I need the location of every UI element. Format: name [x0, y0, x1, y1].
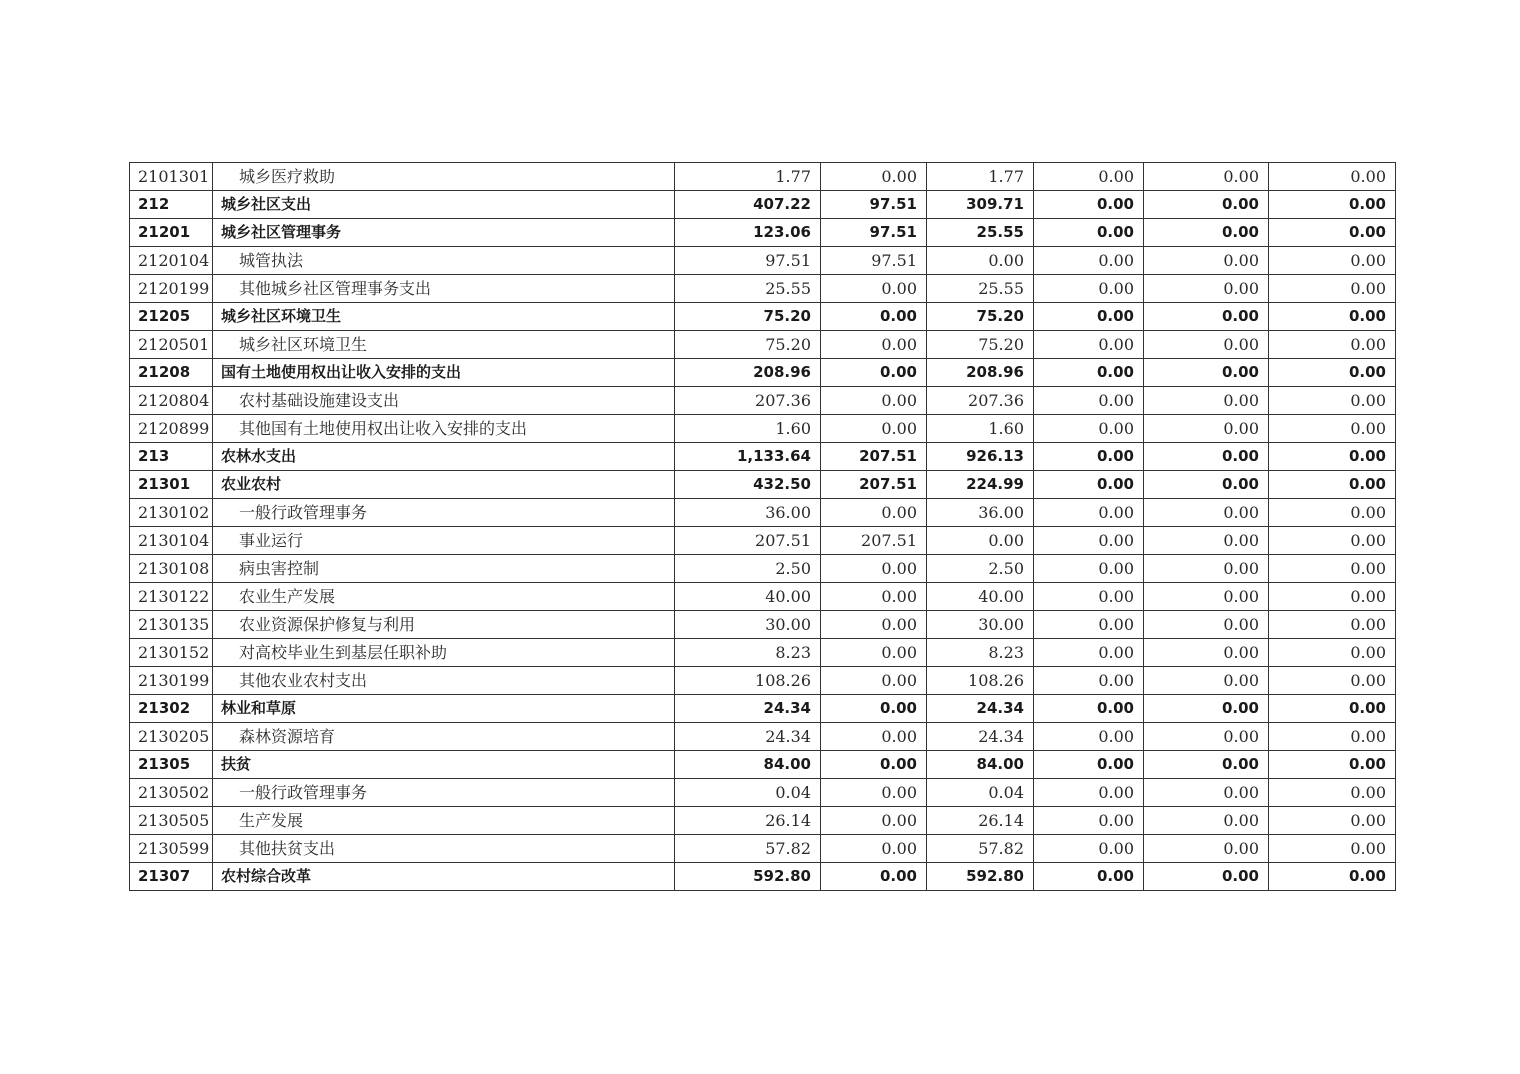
table-row [130, 359, 1396, 387]
amount-cell: 0.00 [927, 527, 1034, 555]
amount-cell: 30.00 [675, 611, 821, 639]
amount-cell: 0.00 [1034, 555, 1144, 583]
amount-cell: 26.14 [927, 807, 1034, 835]
amount-cell: 0.00 [927, 247, 1034, 275]
amount-cell: 0.00 [1034, 751, 1144, 779]
amount-cell: 0.00 [821, 415, 927, 443]
amount-cell: 0.00 [1034, 303, 1144, 331]
amount-cell: 0.04 [927, 779, 1034, 807]
amount-cell: 0.00 [1269, 639, 1396, 667]
amount-cell: 24.34 [675, 695, 821, 723]
amount-cell: 0.00 [821, 499, 927, 527]
amount-cell: 0.00 [1034, 163, 1144, 191]
amount-cell: 0.00 [1034, 499, 1144, 527]
amount-cell: 0.00 [1269, 415, 1396, 443]
amount-cell: 207.51 [821, 443, 927, 471]
amount-cell: 0.00 [821, 303, 927, 331]
amount-cell: 309.71 [927, 191, 1034, 219]
amount-cell: 0.00 [1034, 275, 1144, 303]
amount-cell: 0.00 [1269, 471, 1396, 499]
subject-code-cell: 2130599 [130, 835, 213, 863]
table-row [130, 219, 1396, 247]
amount-cell: 0.00 [1034, 835, 1144, 863]
amount-cell: 0.00 [1144, 219, 1269, 247]
amount-cell: 0.00 [1269, 247, 1396, 275]
amount-cell: 0.00 [1034, 443, 1144, 471]
subject-code-cell: 2130505 [130, 807, 213, 835]
table-row [130, 779, 1396, 807]
amount-cell: 30.00 [927, 611, 1034, 639]
subject-code-cell: 213 [130, 443, 213, 471]
subject-code-cell: 2130135 [130, 611, 213, 639]
amount-cell: 2.50 [675, 555, 821, 583]
subject-name-cell: 国有土地使用权出让收入安排的支出 [213, 359, 675, 387]
amount-cell: 0.00 [1034, 471, 1144, 499]
amount-cell: 75.20 [927, 303, 1034, 331]
amount-cell: 25.55 [927, 219, 1034, 247]
amount-cell: 0.00 [1269, 499, 1396, 527]
amount-cell: 0.04 [675, 779, 821, 807]
table-row [130, 639, 1396, 667]
table-row [130, 331, 1396, 359]
amount-cell: 0.00 [1269, 163, 1396, 191]
amount-cell: 208.96 [927, 359, 1034, 387]
amount-cell: 0.00 [1269, 751, 1396, 779]
amount-cell: 0.00 [1144, 471, 1269, 499]
amount-cell: 0.00 [1034, 387, 1144, 415]
amount-cell: 1.60 [675, 415, 821, 443]
amount-cell: 0.00 [1269, 583, 1396, 611]
amount-cell: 57.82 [675, 835, 821, 863]
amount-cell: 0.00 [821, 611, 927, 639]
amount-cell: 0.00 [821, 723, 927, 751]
subject-code-cell: 2120199 [130, 275, 213, 303]
subject-code-cell: 21302 [130, 695, 213, 723]
amount-cell: 8.23 [927, 639, 1034, 667]
amount-cell: 40.00 [675, 583, 821, 611]
subject-code-cell: 212 [130, 191, 213, 219]
subject-code-cell: 2120899 [130, 415, 213, 443]
subject-name-cell: 农村综合改革 [213, 863, 675, 891]
amount-cell: 0.00 [1144, 387, 1269, 415]
table-row [130, 835, 1396, 863]
amount-cell: 0.00 [1144, 191, 1269, 219]
budget-expenditure-table [129, 162, 1396, 891]
subject-name-cell: 扶贫 [213, 751, 675, 779]
subject-name-cell: 城乡社区支出 [213, 191, 675, 219]
amount-cell: 0.00 [821, 163, 927, 191]
subject-name-cell: 其他农业农村支出 [213, 667, 675, 695]
amount-cell: 25.55 [675, 275, 821, 303]
amount-cell: 0.00 [821, 751, 927, 779]
amount-cell: 0.00 [1144, 583, 1269, 611]
amount-cell: 0.00 [821, 807, 927, 835]
amount-cell: 2.50 [927, 555, 1034, 583]
amount-cell: 0.00 [1269, 695, 1396, 723]
amount-cell: 0.00 [1269, 219, 1396, 247]
subject-name-cell: 农林水支出 [213, 443, 675, 471]
table-row [130, 807, 1396, 835]
amount-cell: 592.80 [675, 863, 821, 891]
amount-cell: 0.00 [1034, 667, 1144, 695]
amount-cell: 0.00 [1144, 499, 1269, 527]
subject-code-cell: 21208 [130, 359, 213, 387]
subject-code-cell: 2120104 [130, 247, 213, 275]
amount-cell: 0.00 [821, 387, 927, 415]
table-row [130, 723, 1396, 751]
amount-cell: 0.00 [1144, 331, 1269, 359]
table-row [130, 527, 1396, 555]
amount-cell: 0.00 [1034, 191, 1144, 219]
amount-cell: 0.00 [1269, 387, 1396, 415]
table-row [130, 443, 1396, 471]
amount-cell: 0.00 [1269, 807, 1396, 835]
amount-cell: 0.00 [821, 331, 927, 359]
amount-cell: 207.51 [675, 527, 821, 555]
amount-cell: 0.00 [1144, 359, 1269, 387]
subject-name-cell: 林业和草原 [213, 695, 675, 723]
subject-name-cell: 事业运行 [213, 527, 675, 555]
amount-cell: 0.00 [1034, 807, 1144, 835]
amount-cell: 0.00 [1269, 303, 1396, 331]
amount-cell: 1,133.64 [675, 443, 821, 471]
amount-cell: 0.00 [1144, 695, 1269, 723]
subject-name-cell: 其他城乡社区管理事务支出 [213, 275, 675, 303]
amount-cell: 108.26 [675, 667, 821, 695]
amount-cell: 0.00 [1034, 695, 1144, 723]
amount-cell: 0.00 [1034, 779, 1144, 807]
amount-cell: 0.00 [1269, 359, 1396, 387]
amount-cell: 24.34 [927, 723, 1034, 751]
subject-name-cell: 生产发展 [213, 807, 675, 835]
amount-cell: 0.00 [1144, 303, 1269, 331]
amount-cell: 592.80 [927, 863, 1034, 891]
subject-name-cell: 森林资源培育 [213, 723, 675, 751]
amount-cell: 0.00 [1034, 359, 1144, 387]
subject-code-cell: 21205 [130, 303, 213, 331]
table-row [130, 555, 1396, 583]
amount-cell: 0.00 [1144, 807, 1269, 835]
amount-cell: 0.00 [1034, 331, 1144, 359]
subject-code-cell: 2130104 [130, 527, 213, 555]
amount-cell: 0.00 [1144, 611, 1269, 639]
subject-code-cell: 2120501 [130, 331, 213, 359]
table-row [130, 163, 1396, 191]
subject-name-cell: 城乡社区管理事务 [213, 219, 675, 247]
amount-cell: 0.00 [1144, 555, 1269, 583]
subject-code-cell: 2130108 [130, 555, 213, 583]
amount-cell: 0.00 [1034, 863, 1144, 891]
amount-cell: 0.00 [1269, 443, 1396, 471]
amount-cell: 0.00 [1144, 667, 1269, 695]
amount-cell: 0.00 [821, 779, 927, 807]
subject-name-cell: 病虫害控制 [213, 555, 675, 583]
amount-cell: 0.00 [1034, 723, 1144, 751]
amount-cell: 84.00 [675, 751, 821, 779]
amount-cell: 0.00 [1269, 667, 1396, 695]
amount-cell: 0.00 [1269, 275, 1396, 303]
subject-code-cell: 2130199 [130, 667, 213, 695]
table-row [130, 247, 1396, 275]
table-row [130, 471, 1396, 499]
amount-cell: 0.00 [821, 667, 927, 695]
amount-cell: 0.00 [1144, 751, 1269, 779]
amount-cell: 0.00 [1144, 639, 1269, 667]
subject-code-cell: 2130152 [130, 639, 213, 667]
amount-cell: 0.00 [1269, 723, 1396, 751]
subject-code-cell: 2130102 [130, 499, 213, 527]
amount-cell: 0.00 [1269, 555, 1396, 583]
table-row [130, 275, 1396, 303]
amount-cell: 84.00 [927, 751, 1034, 779]
amount-cell: 97.51 [821, 191, 927, 219]
subject-code-cell: 2130205 [130, 723, 213, 751]
amount-cell: 1.77 [675, 163, 821, 191]
amount-cell: 0.00 [1269, 835, 1396, 863]
table-row [130, 695, 1396, 723]
subject-name-cell: 农业资源保护修复与利用 [213, 611, 675, 639]
amount-cell: 75.20 [927, 331, 1034, 359]
amount-cell: 97.51 [821, 219, 927, 247]
table-row [130, 667, 1396, 695]
amount-cell: 0.00 [1034, 415, 1144, 443]
amount-cell: 57.82 [927, 835, 1034, 863]
amount-cell: 0.00 [821, 639, 927, 667]
subject-code-cell: 21301 [130, 471, 213, 499]
subject-code-cell: 2120804 [130, 387, 213, 415]
subject-code-cell: 21201 [130, 219, 213, 247]
amount-cell: 36.00 [675, 499, 821, 527]
amount-cell: 0.00 [1144, 415, 1269, 443]
subject-code-cell: 2130502 [130, 779, 213, 807]
amount-cell: 0.00 [1269, 527, 1396, 555]
subject-name-cell: 城乡社区环境卫生 [213, 303, 675, 331]
subject-name-cell: 农业农村 [213, 471, 675, 499]
subject-name-cell: 其他国有土地使用权出让收入安排的支出 [213, 415, 675, 443]
amount-cell: 75.20 [675, 303, 821, 331]
amount-cell: 0.00 [1269, 779, 1396, 807]
subject-name-cell: 城管执法 [213, 247, 675, 275]
amount-cell: 0.00 [1034, 583, 1144, 611]
amount-cell: 207.36 [927, 387, 1034, 415]
amount-cell: 26.14 [675, 807, 821, 835]
amount-cell: 24.34 [675, 723, 821, 751]
table-row [130, 751, 1396, 779]
table-row [130, 499, 1396, 527]
amount-cell: 0.00 [821, 583, 927, 611]
subject-code-cell: 21305 [130, 751, 213, 779]
amount-cell: 0.00 [1144, 163, 1269, 191]
table-row [130, 863, 1396, 891]
amount-cell: 208.96 [675, 359, 821, 387]
amount-cell: 0.00 [1269, 191, 1396, 219]
subject-name-cell: 城乡社区环境卫生 [213, 331, 675, 359]
amount-cell: 0.00 [1269, 331, 1396, 359]
amount-cell: 432.50 [675, 471, 821, 499]
amount-cell: 207.51 [821, 471, 927, 499]
amount-cell: 108.26 [927, 667, 1034, 695]
amount-cell: 24.34 [927, 695, 1034, 723]
amount-cell: 0.00 [821, 695, 927, 723]
amount-cell: 0.00 [1034, 247, 1144, 275]
amount-cell: 0.00 [1144, 723, 1269, 751]
amount-cell: 1.77 [927, 163, 1034, 191]
amount-cell: 926.13 [927, 443, 1034, 471]
amount-cell: 1.60 [927, 415, 1034, 443]
amount-cell: 207.36 [675, 387, 821, 415]
subject-code-cell: 2101301 [130, 163, 213, 191]
table-row [130, 611, 1396, 639]
amount-cell: 0.00 [821, 863, 927, 891]
amount-cell: 0.00 [1034, 527, 1144, 555]
amount-cell: 8.23 [675, 639, 821, 667]
table-row [130, 583, 1396, 611]
subject-name-cell: 一般行政管理事务 [213, 779, 675, 807]
subject-code-cell: 2130122 [130, 583, 213, 611]
amount-cell: 0.00 [1144, 779, 1269, 807]
amount-cell: 0.00 [821, 359, 927, 387]
amount-cell: 0.00 [1144, 863, 1269, 891]
amount-cell: 0.00 [821, 555, 927, 583]
table-body [130, 163, 1396, 891]
subject-name-cell: 农业生产发展 [213, 583, 675, 611]
table-row [130, 191, 1396, 219]
amount-cell: 0.00 [1144, 527, 1269, 555]
subject-name-cell: 其他扶贫支出 [213, 835, 675, 863]
amount-cell: 0.00 [1034, 219, 1144, 247]
amount-cell: 0.00 [1269, 863, 1396, 891]
amount-cell: 0.00 [821, 275, 927, 303]
subject-name-cell: 城乡医疗救助 [213, 163, 675, 191]
amount-cell: 0.00 [1144, 443, 1269, 471]
subject-name-cell: 对高校毕业生到基层任职补助 [213, 639, 675, 667]
table-row [130, 387, 1396, 415]
amount-cell: 224.99 [927, 471, 1034, 499]
amount-cell: 0.00 [1034, 611, 1144, 639]
amount-cell: 0.00 [1269, 611, 1396, 639]
amount-cell: 407.22 [675, 191, 821, 219]
amount-cell: 0.00 [1144, 247, 1269, 275]
amount-cell: 0.00 [1144, 835, 1269, 863]
subject-name-cell: 农村基础设施建设支出 [213, 387, 675, 415]
subject-code-cell: 21307 [130, 863, 213, 891]
amount-cell: 97.51 [821, 247, 927, 275]
amount-cell: 36.00 [927, 499, 1034, 527]
amount-cell: 0.00 [821, 835, 927, 863]
amount-cell: 207.51 [821, 527, 927, 555]
amount-cell: 123.06 [675, 219, 821, 247]
table-row [130, 415, 1396, 443]
amount-cell: 0.00 [1034, 639, 1144, 667]
amount-cell: 40.00 [927, 583, 1034, 611]
amount-cell: 75.20 [675, 331, 821, 359]
table-row [130, 303, 1396, 331]
amount-cell: 0.00 [1144, 275, 1269, 303]
subject-name-cell: 一般行政管理事务 [213, 499, 675, 527]
amount-cell: 25.55 [927, 275, 1034, 303]
amount-cell: 97.51 [675, 247, 821, 275]
